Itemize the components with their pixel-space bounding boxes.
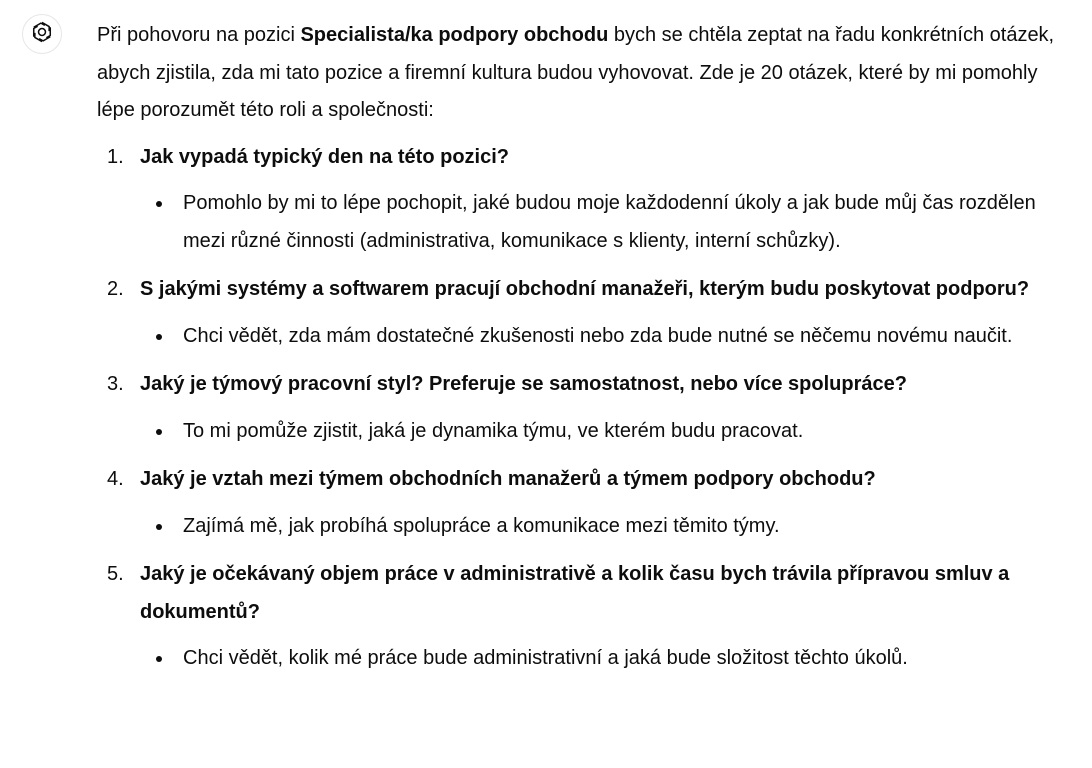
question-item (97, 556, 1057, 678)
bullet-icon (156, 429, 162, 435)
intro-text-end: bych se chtěla zeptat na řadu konkrétních otázek, abych zjistila, zda mi tato pozice a firemní kultura budou vyhovovat. Zde je 20 otázek, které by mi pomohly lépe porozumět této roli a společnosti: (97, 24, 1055, 121)
bullet-icon (156, 334, 162, 340)
assistant-message (97, 17, 1057, 689)
position-name: Specialista/ka podpory obchodu (300, 24, 609, 46)
question-title: Jak vypadá typický den na této pozici? (140, 145, 510, 168)
question-title: Jaký je vztah mezi týmem obchodních manažerů a týmem podpory obchodu? (140, 468, 876, 490)
question-item (97, 461, 1057, 545)
question-number: 5. (107, 563, 124, 585)
question-notes (140, 185, 1057, 260)
message-intro (97, 17, 1057, 130)
question-number: 2. (107, 278, 124, 300)
note-text: To mi pomůže zjistit, jaká je dynamika týmu, ve kterém budu pracovat. (183, 419, 804, 442)
note-item (140, 640, 1057, 678)
note-text: Chci vědět, zda mám dostatečné zkušenosti nebo zda bude nutné se něčemu novému naučit. (183, 324, 1013, 347)
assistant-avatar (22, 14, 62, 54)
note-item (140, 318, 1057, 356)
question-notes (140, 318, 1057, 356)
question-title: S jakými systémy a softwarem pracují obchodní manažeři, kterým budu poskytovat podporu? (140, 278, 1030, 300)
openai-logo-icon (29, 19, 55, 50)
bullet-icon (156, 656, 162, 662)
note-text: Chci vědět, kolik mé práce bude administrativní a jaká bude složitost těchto úkolů. (183, 647, 908, 669)
question-notes (140, 508, 1057, 546)
question-title: Jaký je očekávaný objem práce v administrativě a kolik času bych trávila přípravou smluv a dokumentů? (140, 563, 1010, 623)
question-notes (140, 640, 1057, 678)
note-text: Pomohlo by mi to lépe pochopit, jaké budou moje každodenní úkoly a jak bude můj čas rozdělen mezi různé činnosti (administrativa, komunikace s klienty, interní schůzky). (183, 192, 1036, 252)
note-item (140, 508, 1057, 546)
intro-text-start: Při pohovoru na pozici (97, 24, 301, 46)
note-item (140, 413, 1057, 451)
question-list (97, 139, 1057, 678)
bullet-icon (156, 524, 162, 530)
question-title: Jaký je týmový pracovní styl? Preferuje se samostatnost, nebo více spolupráce? (140, 373, 907, 395)
question-item (97, 271, 1057, 355)
note-item (140, 185, 1057, 260)
question-item (97, 366, 1057, 450)
bullet-icon (156, 201, 162, 207)
question-number: 3. (107, 373, 124, 395)
question-item (97, 139, 1057, 261)
question-number: 4. (107, 468, 124, 490)
question-notes (140, 413, 1057, 451)
question-number: 1. (107, 145, 124, 168)
note-text: Zajímá mě, jak probíhá spolupráce a komunikace mezi těmito týmy. (183, 514, 780, 537)
